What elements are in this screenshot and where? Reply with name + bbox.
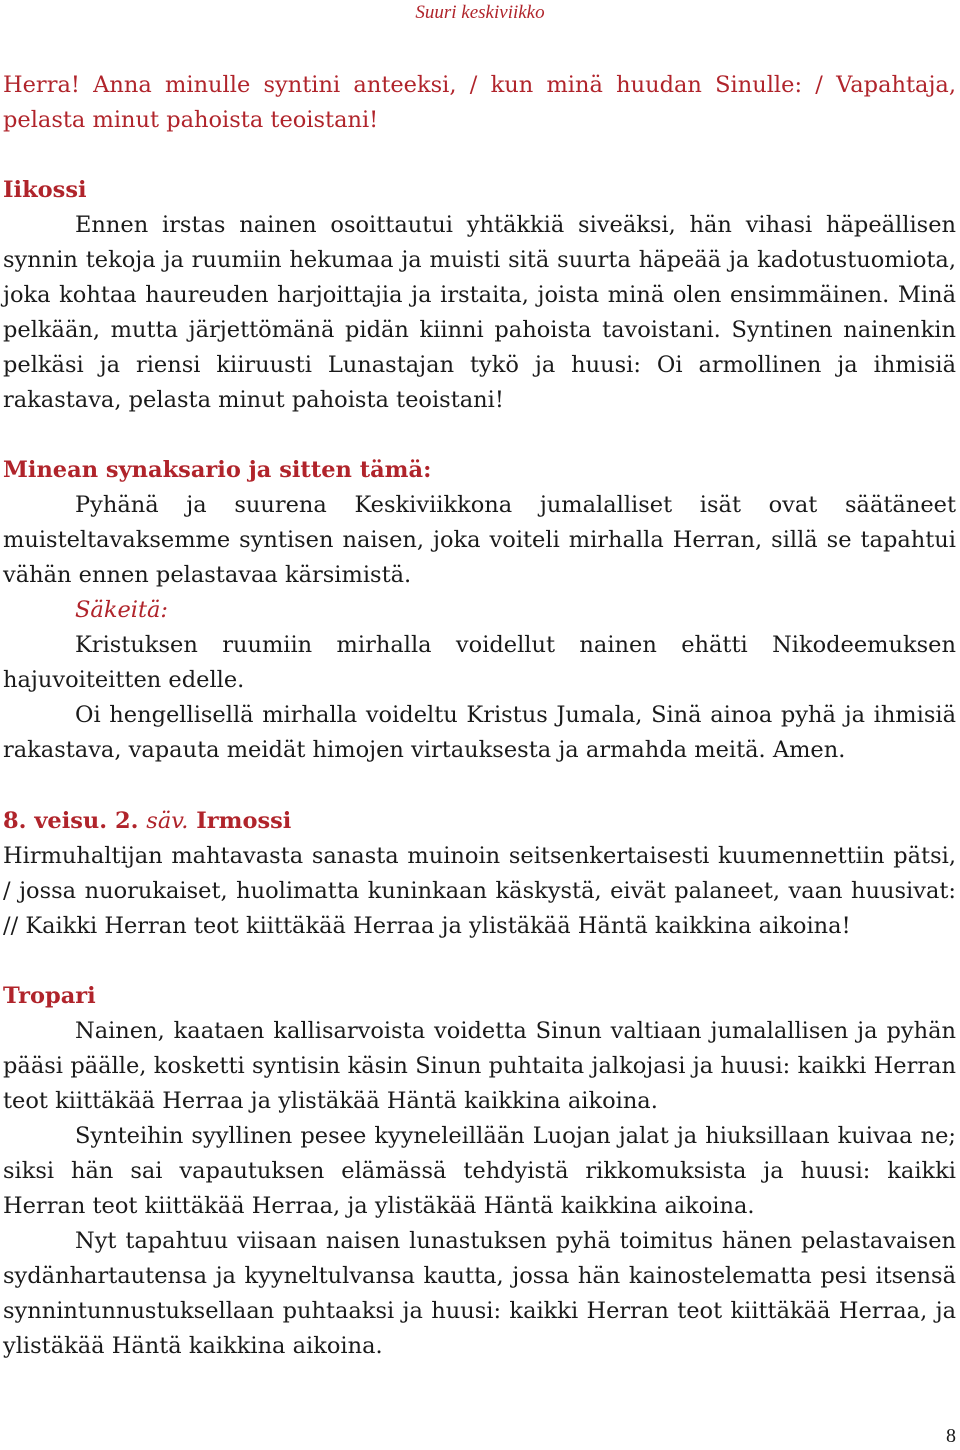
opening-prayer: Herra! Anna minulle syntini anteeksi, / kun minä huudan Sinulle: / Vapahtaja, pelasta minut pahoista teoistani! (3, 72, 956, 133)
page-content (3, 68, 956, 1364)
spacer (3, 768, 956, 804)
synaxarion-verse: Kristuksen ruumiin mirhalla voidellut nainen ehätti Nikodeemuksen hajuvoiteitten edelle. (3, 632, 956, 693)
page-number: 8 (946, 1425, 956, 1447)
ikos-text: Ennen irstas nainen osoittautui yhtäkkiä siveäksi, hän vihasi häpeällisen synnin tekoja ja ruumiin hekumaa ja muisti sitä suurta häpeää ja kadotustuomiota, joka kohtaa haureuden harjoittajia ja irstaita, joista minä olen ensimmäinen. Minä pelkään, mutta järjettömänä pidän kiinni pahoista tavoistani. Syntinen nainenkin pelkäsi ja riensi kiiruusti Lunastajan tykö ja huusi: Oi armollinen ja ihmisiä rakastava, pelasta minut pahoista teoistani! (3, 212, 956, 413)
irmos-heading-ode: 8. veisu. 2. (3, 808, 147, 834)
troparion-2: Synteihin syyllinen pesee kyyneleillään Luojan jalat ja hiuksillaan kuivaa ne; siksi hän sai vapautuksen elämässä tehdyistä rikkomuksista ja huusi: kaikki Herran teot kiittäkää Herraa, ja ylistäkää Häntä kaikkina aikoina. (3, 1123, 956, 1219)
irmos-text: Hirmuhaltijan mahtavasta sanasta muinoin seitsenkertaisesti kuumennettiin pätsi, / jossa nuorukaiset, huolimatta kuninkaan käskystä, eivät palaneet, vaan huusivat: // Kaikki Herran teot kiittäkää Herraa ja ylistäkää Häntä kaikkina aikoina! (3, 843, 956, 939)
verses-label: Säkeitä: (75, 597, 169, 623)
irmos-heading-label: Irmossi (188, 808, 292, 834)
synaxarion-heading: Minean synaksario ja sitten tämä: (3, 457, 432, 483)
page-header: Suuri keskiviikko (415, 2, 545, 23)
synaxarion-text: Pyhänä ja suurena Keskiviikkona jumalalliset isät ovat säätäneet muisteltavaksemme syntisen naisen, joka voiteli mirhalla Herran, sillä se tapahtui vähän ennen pelastavaa kärsimistä. (3, 492, 956, 588)
troparia-heading: Tropari (3, 983, 96, 1009)
synaxarion-prayer: Oi hengellisellä mirhalla voideltu Kristus Jumala, Sinä ainoa pyhä ja ihmisiä rakastava, vapauta meidät himojen virtauksesta ja armahda meitä. Amen. (3, 702, 956, 763)
ikos-heading: Iikossi (3, 177, 87, 203)
troparion-3: Nyt tapahtuu viisaan naisen lunastuksen pyhä toimitus hänen pelastavaisen sydänhartautensa ja kyyneltulvansa kautta, jossa hän kainostelematta pesi itsensä synnintunnustuksellaan puhtaaksi ja huusi: kaikki Herran teot kiittäkää Herraa, ja ylistäkää Häntä kaikkina aikoina. (3, 1228, 956, 1359)
spacer (3, 138, 956, 173)
troparion-1: Nainen, kaataen kallisarvoista voidetta Sinun valtiaan jumalallisen ja pyhän pääsi päälle, kosketti syntisin käsin Sinun puhtaita jalkojasi ja huusi: kaikki Herran teot kiittäkää Herraa ja ylistäkää Häntä kaikkina aikoina. (3, 1018, 956, 1114)
irmos-heading-tone: säv. (146, 808, 189, 834)
irmos-heading (3, 804, 956, 839)
spacer (3, 418, 956, 453)
spacer (3, 944, 956, 979)
